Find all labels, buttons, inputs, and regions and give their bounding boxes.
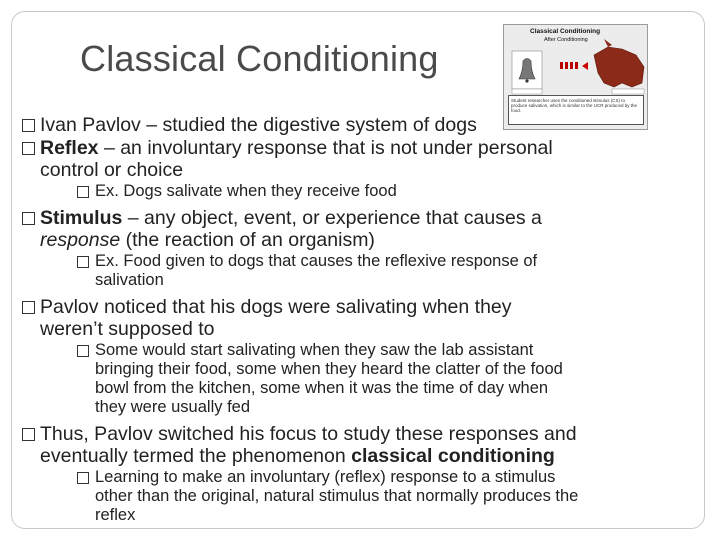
bullet-text-cont	[40, 445, 692, 467]
sub-bullet-text-cont-2: reflex	[95, 506, 136, 524]
term-stimulus: Stimulus	[40, 207, 123, 229]
sub-bullet-learning	[22, 468, 692, 525]
sub-bullet-reflex-example	[22, 182, 692, 201]
sub-bullet-box-icon	[77, 472, 89, 484]
sub-bullet-text-cont: salivation	[95, 271, 164, 289]
sub-bullet-text: Some would start salivating when they saw the lab assistant	[95, 341, 534, 359]
bullet-stimulus	[22, 207, 692, 251]
bullet-pavlov	[22, 114, 692, 136]
sub-bullet-box-icon	[77, 186, 89, 198]
sub-bullet-text-cont-3: they were usually fed	[95, 398, 251, 416]
bullet-box-icon	[22, 301, 35, 314]
reflex-definition-cont: control or choice	[40, 159, 184, 181]
sub-bullet-text: Learning to make an involuntary (reflex) response to a stimulus	[95, 468, 556, 486]
sub-bullet-stimulus-example	[22, 252, 692, 290]
bullet-text: Thus, Pavlov switched his focus to study these responses and	[40, 423, 577, 445]
bullet-text: Pavlov noticed that his dogs were salivating when they	[40, 296, 512, 318]
bullet-box-icon	[22, 212, 35, 225]
figure-subtitle: After Conditioning	[544, 37, 588, 43]
stimulus-definition-cont	[40, 229, 692, 251]
term-response: response	[40, 229, 121, 251]
sub-bullet-text-cont-1: bringing their food, some when they heard the clatter of the food	[95, 360, 563, 378]
sub-bullet-box-icon	[77, 345, 89, 357]
figure-title: Classical Conditioning	[530, 28, 601, 35]
sound-wave-marks	[560, 62, 578, 69]
slide-body	[22, 114, 692, 529]
stimulus-definition: – any object, event, or experience that causes a	[122, 207, 542, 229]
bullet-text-prefix: eventually termed the phenomenon	[40, 445, 352, 467]
sub-bullet-salivating	[22, 341, 692, 417]
stimulus-response-text: (the reaction of an organism)	[120, 229, 375, 251]
dog-icon	[594, 39, 644, 87]
sub-bullet-text: Ex. Food given to dogs that causes the reflexive response of	[95, 252, 538, 270]
bullet-text-cont: weren’t supposed to	[40, 318, 215, 340]
sub-bullet-text: Ex. Dogs salivate when they receive food	[95, 182, 397, 200]
bullet-thus	[22, 423, 692, 467]
bullet-reflex	[22, 137, 692, 181]
sub-bullet-text-cont-2: bowl from the kitchen, some when it was the time of day when	[95, 379, 549, 397]
bullet-text: Ivan Pavlov – studied the digestive system of dogs	[40, 114, 477, 136]
sub-bullet-text-cont-1: other than the original, natural stimulus that normally produces the	[95, 487, 579, 505]
slide-title: Classical Conditioning	[80, 38, 439, 79]
reflex-definition: – an involuntary response that is not under personal	[98, 137, 553, 159]
sub-bullet-box-icon	[77, 256, 89, 268]
term-reflex: Reflex	[40, 137, 99, 159]
figure-caption: Student researcher uses the conditioned stimulus (CS) to produce salivation, which is similar to the UCR produced by the food.	[508, 95, 644, 125]
bullet-box-icon	[22, 119, 35, 132]
bullet-noticed	[22, 296, 692, 340]
term-classical-conditioning: classical conditioning	[351, 445, 555, 467]
bullet-box-icon	[22, 142, 35, 155]
bullet-box-icon	[22, 428, 35, 441]
